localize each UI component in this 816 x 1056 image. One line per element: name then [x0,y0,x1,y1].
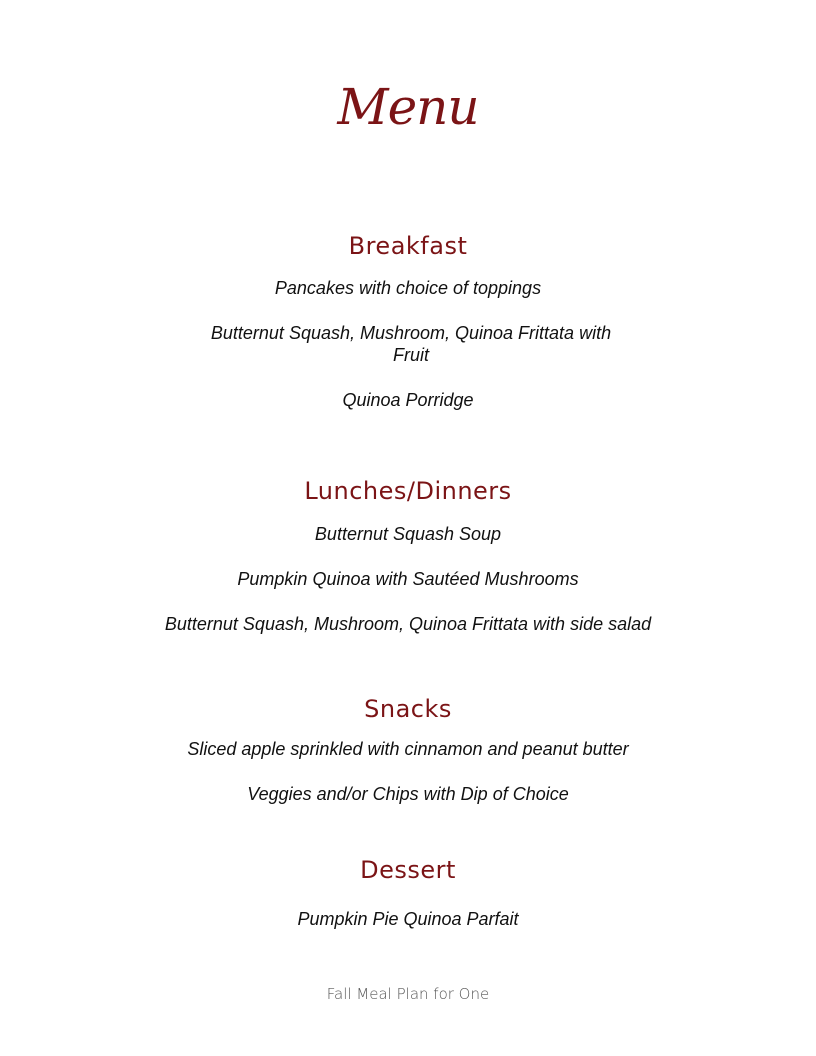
page-footer: Fall Meal Plan for One [326,985,490,1003]
section-heading-breakfast: Breakfast [348,232,468,260]
section-heading-lunches-dinners: Lunches/Dinners [304,477,512,505]
menu-item: Pumpkin Pie Quinoa Parfait [297,909,519,929]
section-heading-dessert: Dessert [360,856,456,884]
menu-item: Butternut Squash, Mushroom, Quinoa Frittata with side salad [164,614,652,634]
section-heading-snacks: Snacks [364,695,452,723]
menu-item: Pumpkin Quinoa with Sautéed Mushrooms [237,569,579,589]
menu-item: Veggies and/or Chips with Dip of Choice [247,784,569,804]
page-title: Menu [337,78,479,136]
menu-item: Sliced apple sprinkled with cinnamon and peanut butter [187,739,629,759]
menu-item: Butternut Squash, Mushroom, Quinoa Frittata with Fruit [210,323,612,365]
menu-item: Butternut Squash Soup [314,524,502,544]
menu-item: Pancakes with choice of toppings [274,278,542,298]
menu-item: Quinoa Porridge [342,390,474,410]
